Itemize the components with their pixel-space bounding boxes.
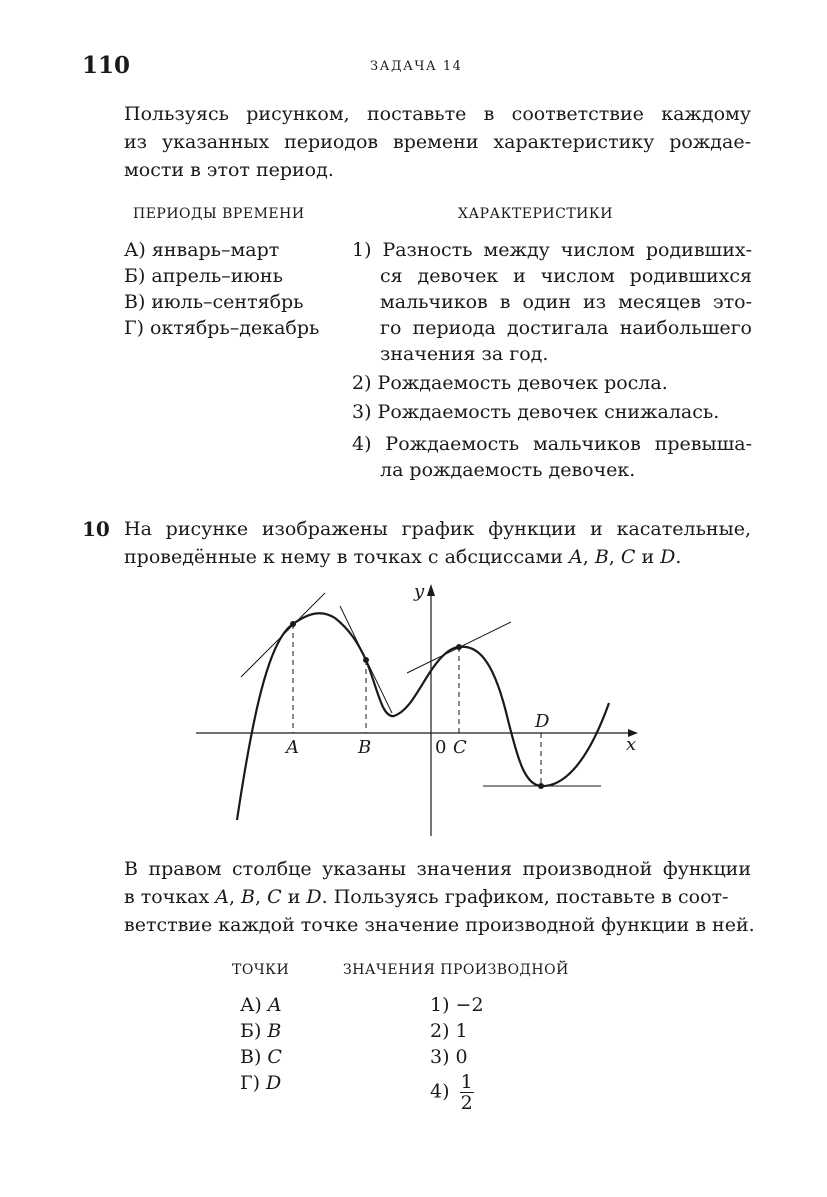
label-B: B [358,737,372,758]
point-prefix: Б) [240,1020,268,1042]
comma: , [255,886,262,908]
fraction-denominator: 2 [460,1092,473,1114]
point-prefix: Г) [240,1072,267,1094]
text-line: На рисунке изображены график функции и касательные, [124,518,751,540]
char-item-3: 3) Рождаемость девочек снижалась. [352,401,720,423]
point-name: A [267,994,282,1016]
char-line: значения за год. [380,343,549,365]
char-item-2: 2) Рождаемость девочек росла. [352,372,668,394]
text-line: В правом столбце указаны значения производной функции [124,858,751,880]
y-axis-label: y [414,581,425,602]
char-line: го периода достигала наибольшего [380,317,752,339]
points-list [240,992,282,1096]
point-name: B [267,1020,282,1042]
char-line: мальчиков в один из месяцев это- [380,291,752,313]
point-name: A [568,546,583,568]
point-name: D [660,546,676,568]
point-name: C [267,886,282,908]
char-line: ся девочек и числом родившихся [380,265,752,287]
x-axis-label: x [626,734,637,755]
text-run: и [635,546,661,568]
period-item: Г) октябрь–декабрь [124,317,320,339]
y-axis-arrow [427,584,435,596]
derivative-values-header: ЗНАЧЕНИЯ ПРОИЗВОДНОЙ [343,962,569,978]
tangent-A [241,593,325,677]
value-prefix: 4) [430,1080,450,1103]
text-run: проведённые к нему в точках с абсциссами [124,546,569,568]
period-item: Б) апрель–июнь [124,265,283,287]
char-line: ла рождаемость девочек. [380,459,636,481]
page-number: 110 [82,52,131,79]
derivative-values-list [430,992,484,1113]
value-item: 3) 0 [430,1046,468,1068]
point-name: B [594,546,609,568]
point-name: D [266,1072,282,1094]
origin-label: 0 [435,737,447,758]
characteristics-header: ХАРАКТЕРИСТИКИ [458,206,613,222]
value-item [430,1072,484,1113]
char-line: 1) Разность между числом родивших- [352,239,752,261]
char-line: 4) Рождаемость мальчиков превыша- [352,433,752,455]
fraction-numerator: 1 [460,1071,473,1093]
point-name: B [241,886,256,908]
text-run: . Пользуясь графиком, поставьте в соот- [321,886,729,908]
label-A: A [286,737,299,758]
point-name: A [215,886,229,908]
point-A [290,621,296,627]
point-item [240,1018,282,1044]
period: . [675,546,682,568]
text-line [124,883,751,911]
comma: , [608,546,615,568]
point-D [538,783,544,789]
text-line: ветствие каждой точке значение производной функции в ней. [124,914,755,936]
task10-question [124,855,755,939]
point-item [240,1044,282,1070]
period-item: В) июль–сентябрь [124,291,304,313]
point-name: C [620,546,636,568]
fraction [460,1072,474,1113]
point-prefix: В) [240,1046,268,1068]
comma: , [228,886,235,908]
point-item [240,992,282,1018]
period-item: А) январь–март [124,239,280,261]
text-run: в точках [124,886,210,908]
point-name: C [267,1046,282,1068]
point-B [363,657,369,663]
point-prefix: А) [240,994,268,1016]
point-item [240,1070,282,1096]
text-line: мости в этот период. [124,159,334,181]
task-number: 10 [82,517,110,541]
point-name: D [306,886,322,908]
label-D: D [535,711,550,732]
comma: , [582,546,589,568]
label-C: C [453,737,467,758]
text-line: Пользуясь рисунком, поставьте в соответствие каждому [124,103,751,125]
text-run: и [281,886,307,908]
value-item: 2) 1 [430,1020,468,1042]
points-header: ТОЧКИ [232,962,290,978]
periods-header: ПЕРИОДЫ ВРЕМЕНИ [133,206,305,222]
point-C [456,644,462,650]
text-line: из указанных периодов времени характеристику рождае- [124,131,751,153]
running-head: ЗАДАЧА 14 [370,59,463,74]
value-item: 1) −2 [430,994,484,1016]
